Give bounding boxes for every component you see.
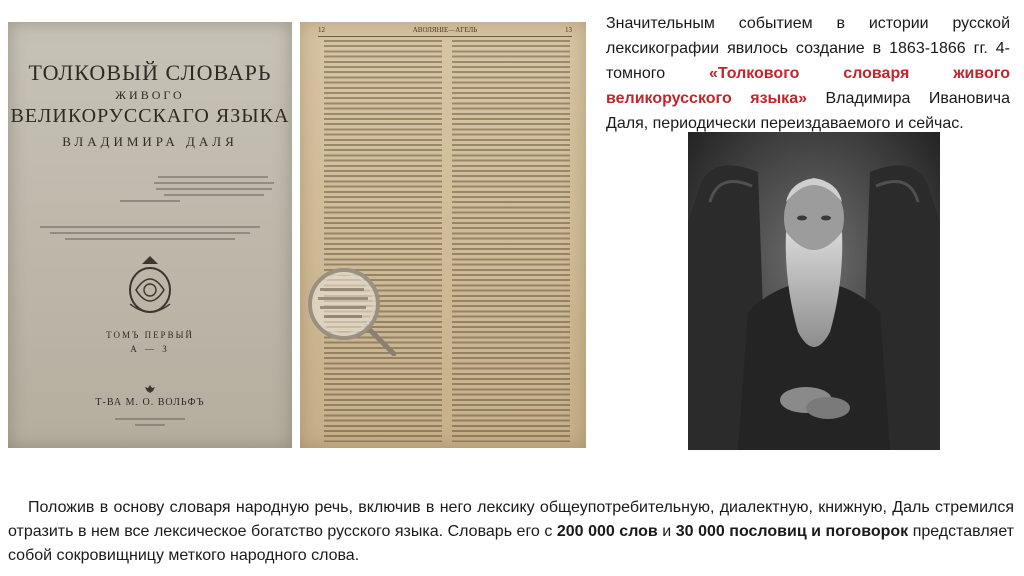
header-rule <box>318 36 572 37</box>
description-part2: и <box>657 523 676 540</box>
title-page-small-print <box>8 172 292 206</box>
magnifying-glass-icon <box>304 264 396 356</box>
intro-paragraph <box>606 11 1010 136</box>
title-line-2: ЖИВОГО <box>115 88 185 102</box>
title-page-edition-note <box>8 222 292 244</box>
description-part3: представляет собой сокровищницу меткого народного слова. <box>8 523 1015 564</box>
volume-letters: А — З <box>130 344 170 354</box>
dictionary-page-image <box>300 22 586 448</box>
title-line-1: ТОЛКОВЫЙ СЛОВАРЬ <box>28 60 272 85</box>
word-count-bold: 200 000 слов <box>556 523 658 540</box>
page-number-left: 12 <box>318 26 325 34</box>
dictionary-page-header <box>318 26 572 34</box>
title-page-heading <box>8 60 292 150</box>
title-line-4: ВЛАДИМИРА ДАЛЯ <box>62 134 238 149</box>
intro-text-part2: Владимира Ивановича Даля, периодически переиздаваемого и сейчас. <box>606 90 1011 132</box>
volume-label: ТОМЪ ПЕРВЫЙ <box>106 330 194 340</box>
vladimir-dahl-portrait-image <box>688 132 940 450</box>
description-paragraph <box>8 496 1014 568</box>
intro-text-part1: Значительным событием в истории русской лексикографии явилось создание в 1863-1866 гг. 4-томного <box>606 15 1010 82</box>
text-column-left <box>324 40 442 442</box>
dictionary-title-page-image <box>8 22 292 448</box>
description-part1: Положив в основу словаря народную речь, включив в него лексику общеупотребительную, диалектную, книжную, Даль стремился отразить в нем все лексическое богатство русского языка. Словарь его с <box>8 499 1014 540</box>
proverb-count-bold: 30 000 пословиц и поговорок <box>675 523 909 540</box>
publisher-name: Т-ВА М. О. ВОЛЬФЪ <box>95 397 205 408</box>
eagle-crest-icon <box>144 384 156 394</box>
text-column-right <box>452 40 570 442</box>
publisher-address <box>8 414 292 430</box>
monogram-emblem-icon <box>122 254 178 318</box>
dictionary-title-highlight: «Толкового словаря живого великорусского языка» <box>606 65 1011 107</box>
title-line-3: ВЕЛИКОРУССКАГО ЯЗЫКА <box>10 105 290 127</box>
page-running-head: АВОЛЯНІЕ—АГЕЛЬ <box>412 26 478 34</box>
page-number-right: 13 <box>565 26 572 34</box>
